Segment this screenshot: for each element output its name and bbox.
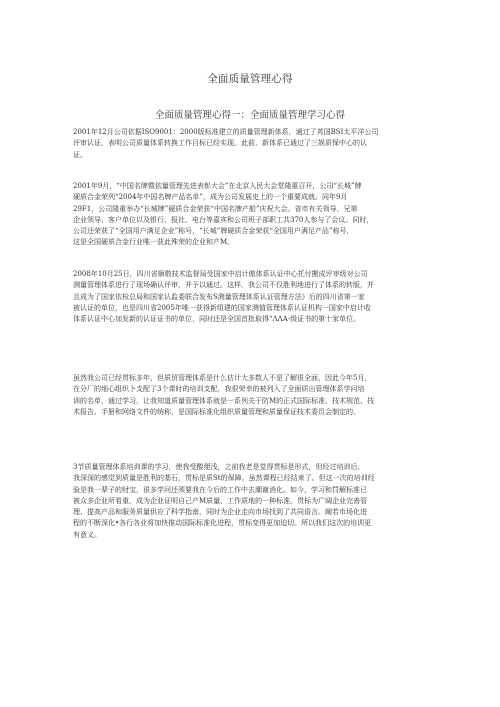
text-line: 体系认证中心加发新的认证证书的单位，同时还是全国首批取得“ΛΛA-级证书的第十家单位。 bbox=[73, 315, 361, 324]
text-line: 验是我一辈子的财宝，很多学问还须要我在今后的工作中去潮谢消化。如今，学习和罚解标准已 bbox=[73, 485, 367, 494]
paragraph-5 bbox=[73, 462, 429, 541]
text-line: 在分厂的细心组织卜支配了3个课时的培训支配，我很荣幸的被列入了全面质出管理体系学问培 bbox=[73, 385, 365, 394]
text-line: 被认证的单位，也是四川省2005年唯一获得新组建的国家测值管理体系认证机构一国家中启计收 bbox=[73, 303, 371, 312]
text-line: 公司还荣获了“全国用户满足企业”称号，“长城”牌硬质合金荣获“全国用户满足产品”称号， bbox=[73, 227, 354, 236]
text-line: 2001年12月公司依据ISO9001：2000版标准建立的质量管理新体系，通过了英国BSI太平洋公司 bbox=[73, 128, 379, 136]
text-line: 企业领导、客户单位以及银行、报社、电台等嘉宾和公司班子部职工共370人参与了会议。同时， bbox=[73, 215, 374, 224]
text-line: 术报告、手册和网络文件的统称，是国际标准化组织质量管理和质量保证技术委员会制定的。 bbox=[73, 407, 360, 416]
page-subtitle: 全面质量管理心得一：全面质量管理学习心得 bbox=[154, 110, 345, 121]
text-line: 有意义。 bbox=[73, 530, 101, 539]
text-line: 评审认证，表明公司质量体系转换工作目标已经实现。此前，新体系已通过了三娱质保中心的认 bbox=[73, 139, 367, 148]
text-line: 2008年10月25日，四川省顺敬技术监督局受国家中启计傲体系认证中心托付搬成评审级对公司 bbox=[73, 270, 368, 278]
paragraph-1 bbox=[73, 127, 429, 161]
text-line: 且成为了国家依检总局和国家认监委联合发布S测量管理体系认证管理方法》后的四川省第一家 bbox=[73, 292, 365, 301]
text-line: 程的不断深化•各行各业将加快推动国际标准化进程，贯标变得更加迫切。所以我们这次的培训更 bbox=[73, 519, 372, 528]
text-line: 硬质合金荣列“2004年中国名牌产品名单”，成为公司发展史上的一个重要成就。同年9月 bbox=[73, 193, 348, 202]
text-line: 证。 bbox=[73, 150, 87, 159]
text-line: 29F1，公司隆重举办“长城牌”硬质合金荣获“中国名牌产船”庆祝大会。省市有关领导、兄第 bbox=[73, 204, 358, 213]
text-line: 2001年9月，“中国名牌暨依量管理先进表彰大会”在北京人民大会堂隆重召开，公司“长城”牌 bbox=[73, 182, 362, 190]
text-line: 训的名单，通过学习，让我知道质量管理体系就是一系列关于防M的正式国际标准、技术规范、技 bbox=[73, 396, 375, 405]
paragraph-2 bbox=[73, 181, 429, 249]
paragraph-3 bbox=[73, 269, 429, 325]
text-line: 理、提高产品和服务质量供应了科学指南，同时为企业走向市场找到了共同语言。阚若市场化进 bbox=[73, 508, 367, 517]
text-line: 这是全国硬质合金行业唯一获此殊荣的企业和产M。 bbox=[73, 238, 235, 247]
text-line: 我深深的感觉到质量是胜利的基石，贯标是质St的保障。虽然课程已经结束了。但这一次的培训经 bbox=[73, 474, 375, 483]
text-line: 被众多企业所看重，成为企业证明自己产M质量、工作质地的一种标准。贯标为广阔企业完善管 bbox=[73, 496, 368, 505]
text-line: 虽然我公司已经贯标多年，但质贸管理体系是什么估计大多数人不是了解很全面，因此今年5月， bbox=[73, 374, 372, 382]
paragraph-4 bbox=[73, 373, 429, 418]
text-line: 测量管理体系进行了现场确认评审，并予以通过。这样，我公司不仅胜利地进行了体系的转版，并 bbox=[73, 281, 374, 290]
text-line: 3节质量管理体系培训课的学习，使我受酸便浅，之前我老是觉得贯标是形式，但经过培训后， bbox=[73, 463, 365, 471]
page-title: 全面质量管理心得 bbox=[207, 73, 293, 85]
